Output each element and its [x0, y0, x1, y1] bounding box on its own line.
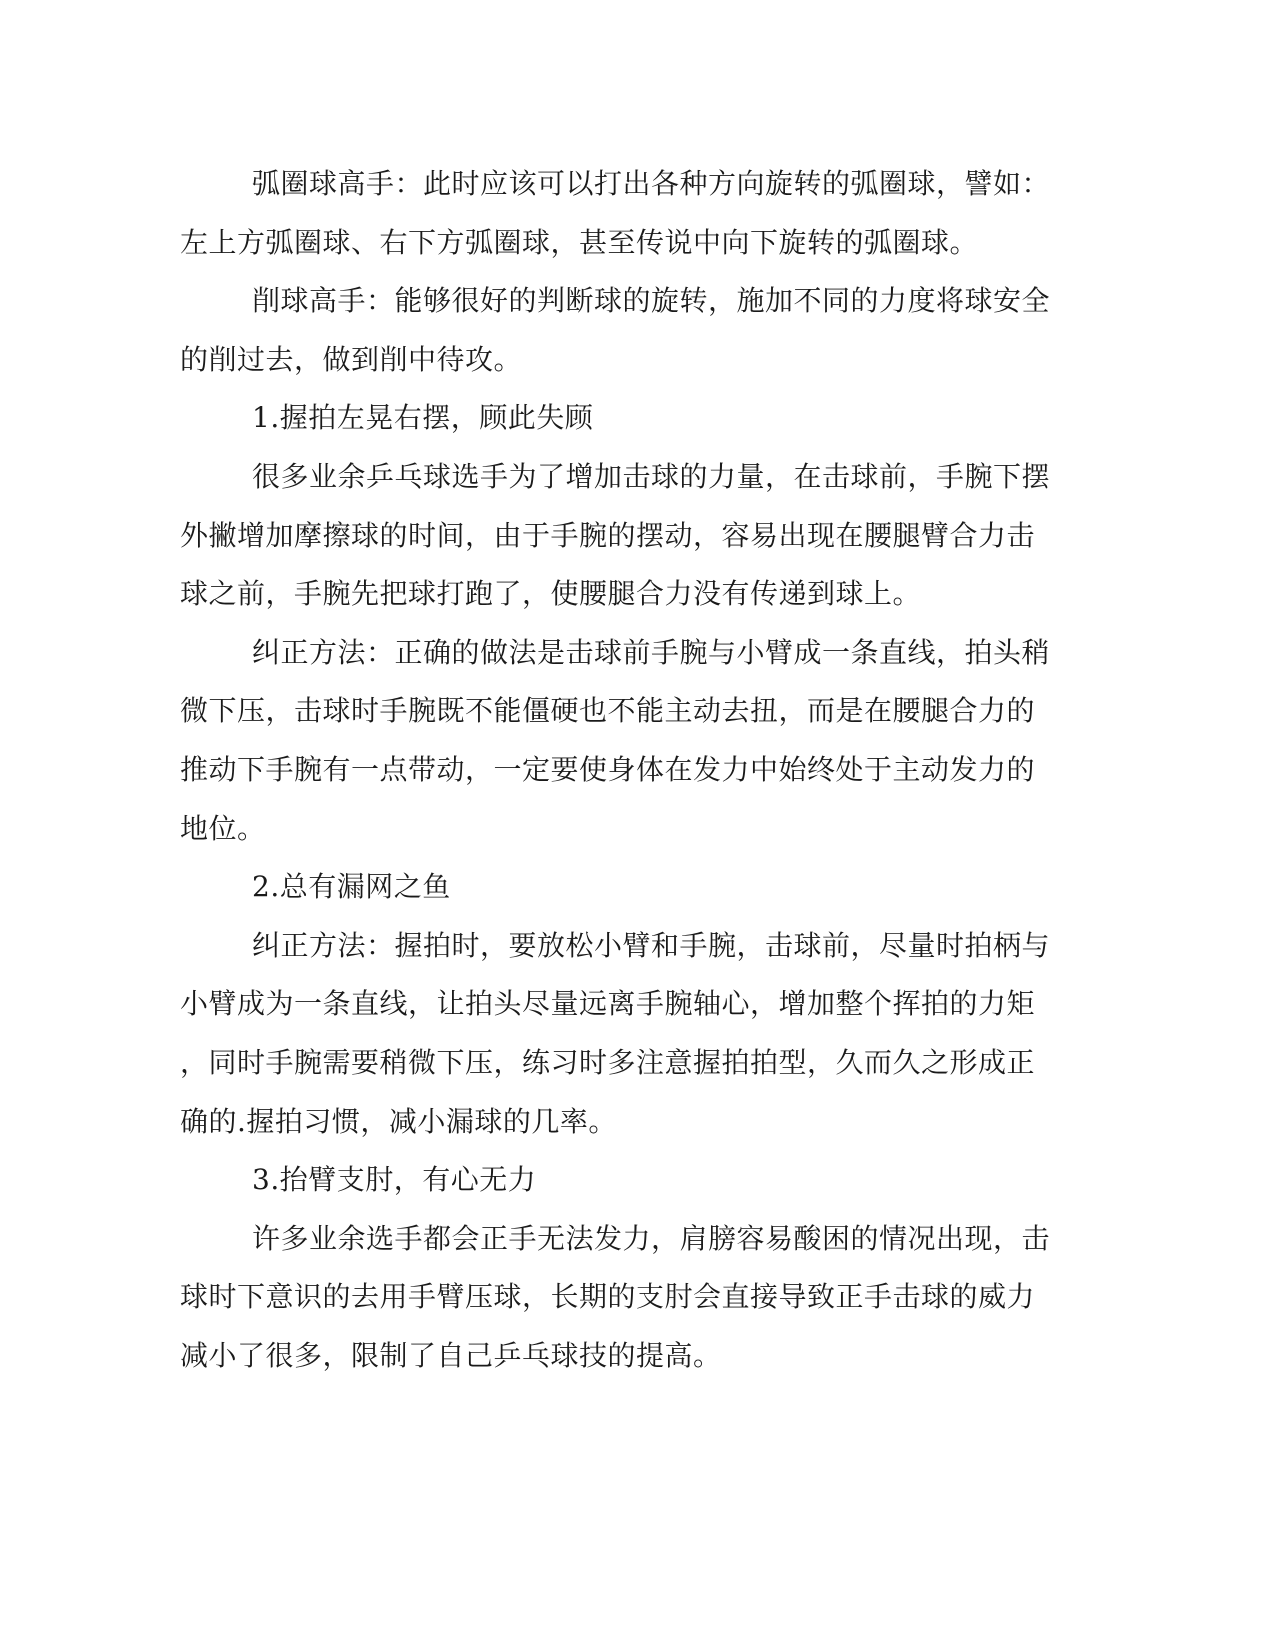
document-body	[180, 155, 1051, 1385]
text-line: 确的.握拍习惯，减小漏球的几率。	[180, 1104, 617, 1138]
text-line: 的削过去，做到削中待攻。	[180, 342, 523, 376]
text-line: 很多业余乒乓球选手为了增加击球的力量，在击球前，手腕下摆	[252, 459, 1051, 493]
text-line: 左上方弧圈球、右下方弧圈球，甚至传说中向下旋转的弧圈球。	[180, 225, 979, 259]
text-line: 球时下意识的去用手臂压球，长期的支肘会直接导致正手击球的威力	[180, 1280, 1036, 1314]
text-line: 微下压，击球时手腕既不能僵硬也不能主动去扭，而是在腰腿合力的	[180, 694, 1036, 728]
text-line: 减小了很多，限制了自己乒乓球技的提高。	[180, 1338, 722, 1372]
paragraph-grip-problem	[180, 448, 1051, 624]
section-heading-3	[180, 1151, 1040, 1210]
text-line: 削球高手：能够很好的判断球的旋转，施加不同的力度将球安全	[252, 284, 1051, 318]
text-line: 外撇增加摩擦球的时间，由于手腕的摆动，容易出现在腰腿臂合力击	[180, 518, 1036, 552]
text-line: 纠正方法：握拍时，要放松小臂和手腕，击球前，尽量时拍柄与	[252, 928, 1051, 962]
section-heading-2	[180, 858, 1040, 917]
paragraph-loop-expert	[180, 155, 1051, 272]
heading-line: 1.握拍左晃右摆，顾此失顾	[252, 401, 594, 435]
text-line: 弧圈球高手：此时应该可以打出各种方向旋转的弧圈球，譬如：	[252, 167, 1051, 200]
text-line: 纠正方法：正确的做法是击球前手腕与小臂成一条直线，拍头稍	[252, 635, 1051, 669]
text-line: ，同时手腕需要稍微下压，练习时多注意握拍拍型，久而久之形成正	[180, 1045, 1036, 1079]
heading-line: 3.抬臂支肘，有心无力	[252, 1163, 537, 1197]
paragraph-elbow-problem	[180, 1210, 1051, 1386]
text-line: 推动下手腕有一点带动，一定要使身体在发力中始终处于主动发力的	[180, 752, 1036, 786]
text-line: 球之前，手腕先把球打跑了，使腰腿合力没有传递到球上。	[180, 577, 922, 611]
heading-line: 2.总有漏网之鱼	[252, 870, 451, 904]
text-line: 小臂成为一条直线，让拍头尽量远离手腕轴心，增加整个挥拍的力矩	[180, 987, 1036, 1021]
paragraph-missed-ball-correction	[180, 917, 1051, 1151]
text-line: 地位。	[180, 811, 266, 845]
paragraph-grip-correction	[180, 624, 1051, 858]
paragraph-chop-expert	[180, 272, 1051, 389]
section-heading-1	[180, 389, 1040, 448]
text-line: 许多业余选手都会正手无法发力，肩膀容易酸困的情况出现，击	[252, 1221, 1051, 1255]
